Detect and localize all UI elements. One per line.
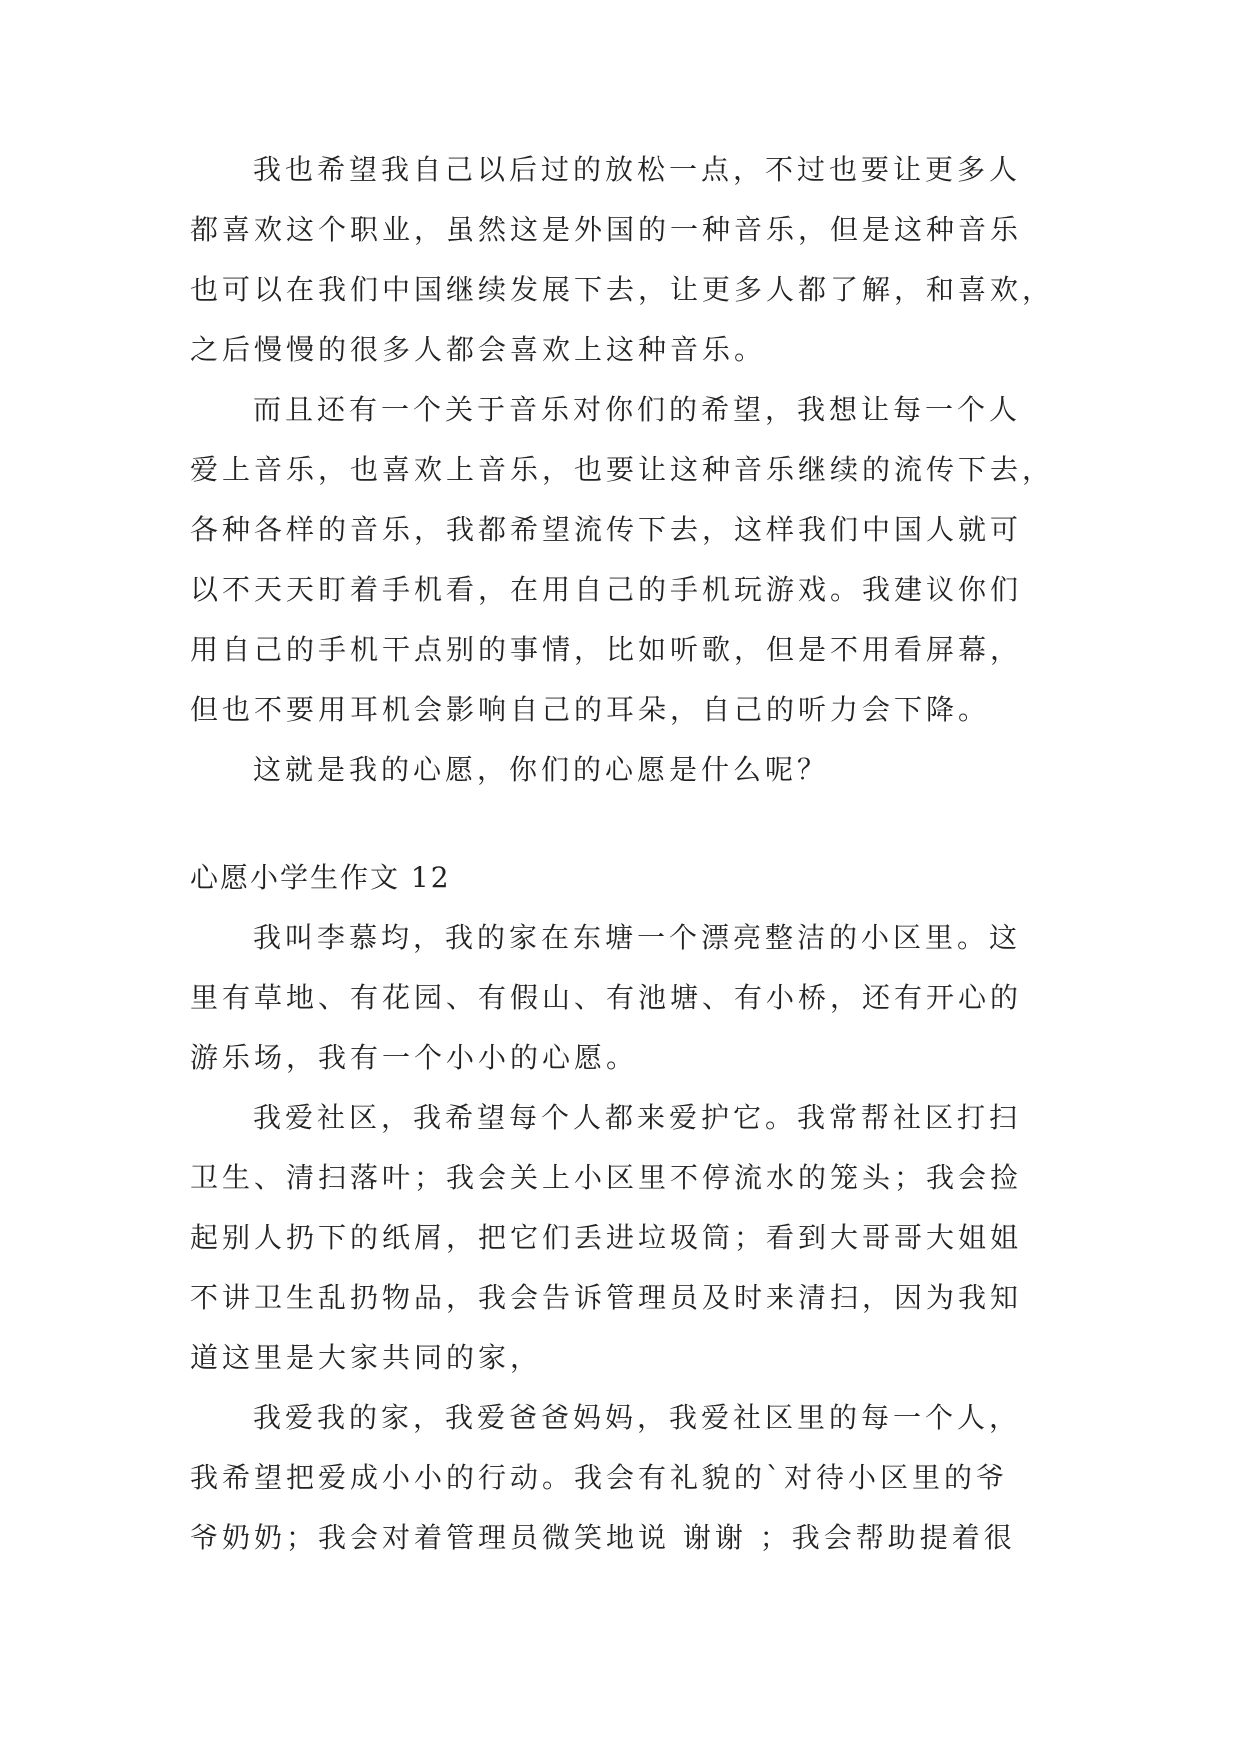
paragraph-line: 我也希望我自己以后过的放松一点，不过也要让更多人 xyxy=(253,153,1022,186)
paragraph-line: 我爱我的家，我爱爸爸妈妈，我爱社区里的每一个人， xyxy=(253,1401,1022,1434)
paragraph-line: 各种各样的音乐，我都希望流传下去，这样我们中国人就可 xyxy=(190,513,1023,546)
paragraph-line: 里有草地、有花园、有假山、有池塘、有小桥，还有开心的 xyxy=(190,981,1023,1014)
paragraph-line: 以不天天盯着手机看，在用自己的手机玩游戏。我建议你们 xyxy=(190,573,1023,606)
paragraph-line: 爷奶奶；我会对着管理员微笑地说 谢谢 ；我会帮助提着很 xyxy=(190,1521,1016,1554)
paragraph-line: 卫生、清扫落叶；我会关上小区里不停流水的笼头；我会捡 xyxy=(190,1161,1023,1194)
paragraph-line: 爱上音乐，也喜欢上音乐，也要让这种音乐继续的流传下去， xyxy=(190,453,1055,486)
paragraph-line: 我希望把爱成小小的行动。我会有礼貌的`对待小区里的爷 xyxy=(190,1461,1009,1494)
paragraph-line: 也可以在我们中国继续发展下去，让更多人都了解，和喜欢， xyxy=(190,273,1055,306)
paragraph-line: 但也不要用耳机会影响自己的耳朵，自己的听力会下降。 xyxy=(190,693,991,726)
paragraph-line: 我叫李慕均，我的家在东塘一个漂亮整洁的小区里。这 xyxy=(253,921,1022,954)
paragraph-line: 这就是我的心愿，你们的心愿是什么呢？ xyxy=(253,753,830,786)
paragraph-line: 而且还有一个关于音乐对你们的希望，我想让每一个人 xyxy=(253,393,1022,426)
paragraph-line: 道这里是大家共同的家， xyxy=(190,1341,543,1374)
section-title: 心愿小学生作文 12 xyxy=(190,861,451,894)
paragraph-line: 游乐场，我有一个小小的心愿。 xyxy=(190,1041,639,1074)
paragraph-line: 起别人扔下的纸屑，把它们丢进垃圾筒；看到大哥哥大姐姐 xyxy=(190,1221,1023,1254)
paragraph-line: 之后慢慢的很多人都会喜欢上这种音乐。 xyxy=(190,333,767,366)
paragraph-line: 都喜欢这个职业，虽然这是外国的一种音乐，但是这种音乐 xyxy=(190,213,1023,246)
paragraph-line: 不讲卫生乱扔物品，我会告诉管理员及时来清扫，因为我知 xyxy=(190,1281,1023,1314)
paragraph-line: 我爱社区，我希望每个人都来爱护它。我常帮社区打扫 xyxy=(253,1101,1022,1134)
paragraph-line: 用自己的手机干点别的事情，比如听歌，但是不用看屏幕， xyxy=(190,633,1023,666)
